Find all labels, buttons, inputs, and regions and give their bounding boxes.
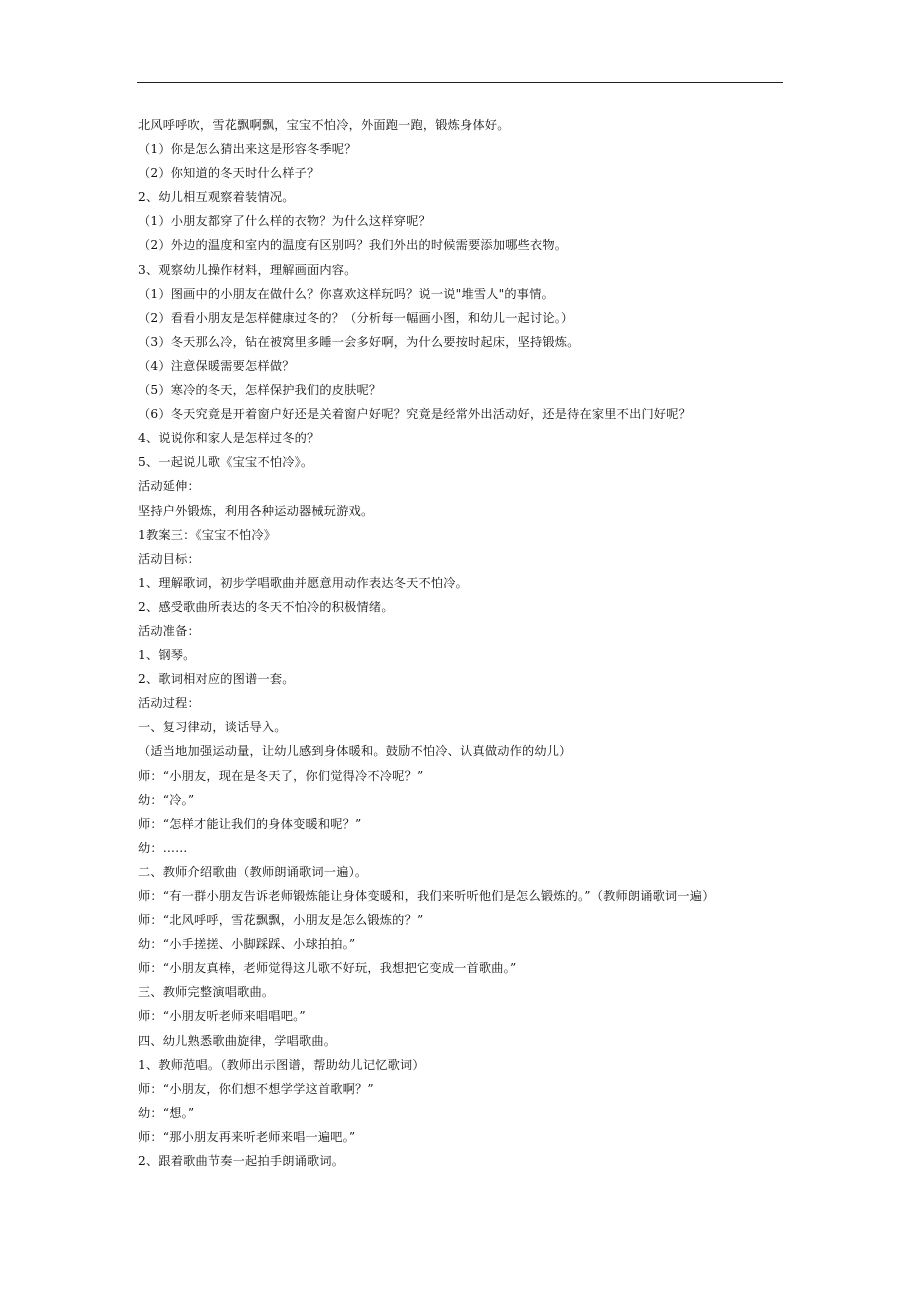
- text-line: 北风呼呼吹，雪花飘啊飘，宝宝不怕冷，外面跑一跑，锻炼身体好。: [138, 118, 510, 132]
- text-line: 幼：“小手搓搓、小脚踩踩、小球拍拍。”: [138, 937, 356, 952]
- text-line: （2）你知道的冬天时什么样子？: [138, 166, 320, 181]
- text-line: （1）图画中的小朋友在做什么？你喜欢这样玩吗？说一说"堆雪人"的事情。: [138, 286, 554, 301]
- text-line: （适当地加强运动量，让幼儿感到身体暖和。鼓励不怕冷、认真做动作的幼儿）: [138, 744, 572, 759]
- text-line: 2、幼儿相互观察着装情况。: [138, 190, 295, 205]
- text-line: 活动延伸：: [138, 479, 200, 494]
- text-line: 一、复习律动，谈话导入。: [138, 720, 287, 735]
- text-line: 活动目标：: [138, 551, 200, 566]
- text-line: 5、一起说儿歌《宝宝不怕冷》。: [138, 455, 314, 470]
- text-line: 师：“怎样才能让我们的身体变暖和呢？”: [138, 816, 362, 831]
- text-line: 4、说说你和家人是怎样过冬的？: [138, 431, 320, 446]
- text-line: 1、钢琴。: [138, 648, 196, 663]
- text-line: 2、歌词相对应的图谱一套。: [138, 672, 295, 687]
- text-line: （6）冬天究竟是开着窗户好还是关着窗户好呢？究竟是经常外出活动好，还是待在家里不出门好呢？: [138, 407, 692, 422]
- text-line: 师：“有一群小朋友告诉老师锻炼能让身体变暖和，我们来听听他们是怎么锻炼的。”（教师朗诵歌词一遍）: [138, 889, 715, 903]
- text-line: 坚持户外锻炼，利用各种运动器械玩游戏。: [138, 503, 374, 518]
- text-line: （2）看看小朋友是怎样健康过冬的？（分析每一幅画小图，和幼儿一起讨论。）: [138, 310, 574, 325]
- header-rule: [137, 82, 783, 83]
- text-line: 师：“小朋友，你们想不想学学这首歌啊？”: [138, 1081, 374, 1096]
- text-line: 1教案三：《宝宝不怕冷》: [138, 527, 277, 542]
- text-line: （5）寒冷的冬天，怎样保护我们的皮肤呢？: [138, 383, 382, 398]
- text-line: 四、幼儿熟悉歌曲旋律，学唱歌曲。: [138, 1033, 337, 1048]
- text-line: 幼：“想。”: [138, 1105, 195, 1120]
- text-line: 师：“小朋友真棒，老师觉得这儿歌不好玩，我想把它变成一首歌曲。”: [138, 961, 517, 976]
- text-line: 二、教师介绍歌曲（教师朗诵歌词一遍）。: [138, 864, 368, 879]
- text-line: （4）注意保暖需要怎样做？: [138, 358, 295, 373]
- text-line: （3）冬天那么冷，钻在被窝里多睡一会多好啊，为什么要按时起床，坚持锻炼。: [138, 334, 580, 349]
- text-line: 1、教师范唱。（教师出示图谱，帮助幼儿记忆歌词）: [138, 1057, 425, 1072]
- text-line: （1）你是怎么猜出来这是形容冬季呢？: [138, 142, 357, 157]
- text-line: 师：“小朋友，现在是冬天了，你们觉得冷不冷呢？”: [138, 768, 424, 783]
- text-line: 3、观察幼儿操作材料，理解画面内容。: [138, 262, 357, 277]
- text-line: 师：“那小朋友再来听老师来唱一遍吧。”: [138, 1129, 356, 1144]
- text-line: 活动准备：: [138, 623, 200, 638]
- text-line: 幼：“冷。”: [138, 792, 195, 807]
- text-line: （2）外边的温度和室内的温度有区别吗？我们外出的时候需要添加哪些衣物。: [138, 238, 568, 253]
- text-line: 三、教师完整演唱歌曲。: [138, 985, 275, 1000]
- document-body: [138, 113, 798, 1173]
- text-line: 幼：……: [138, 840, 188, 855]
- text-line: 2、感受歌曲所表达的冬天不怕冷的积极情绪。: [138, 599, 394, 614]
- text-line: 1、理解歌词，初步学唱歌曲并愿意用动作表达冬天不怕冷。: [138, 575, 469, 590]
- text-line: 师：“小朋友听老师来唱唱吧。”: [138, 1009, 306, 1024]
- text-line: 活动过程：: [138, 696, 200, 711]
- text-line: 2、跟着歌曲节奏一起拍手朗诵歌词。: [138, 1154, 345, 1169]
- text-line: （1）小朋友都穿了什么样的衣物？为什么这样穿呢？: [138, 214, 431, 229]
- text-line: 师：“北风呼呼，雪花飘飘，小朋友是怎么锻炼的？”: [138, 913, 424, 928]
